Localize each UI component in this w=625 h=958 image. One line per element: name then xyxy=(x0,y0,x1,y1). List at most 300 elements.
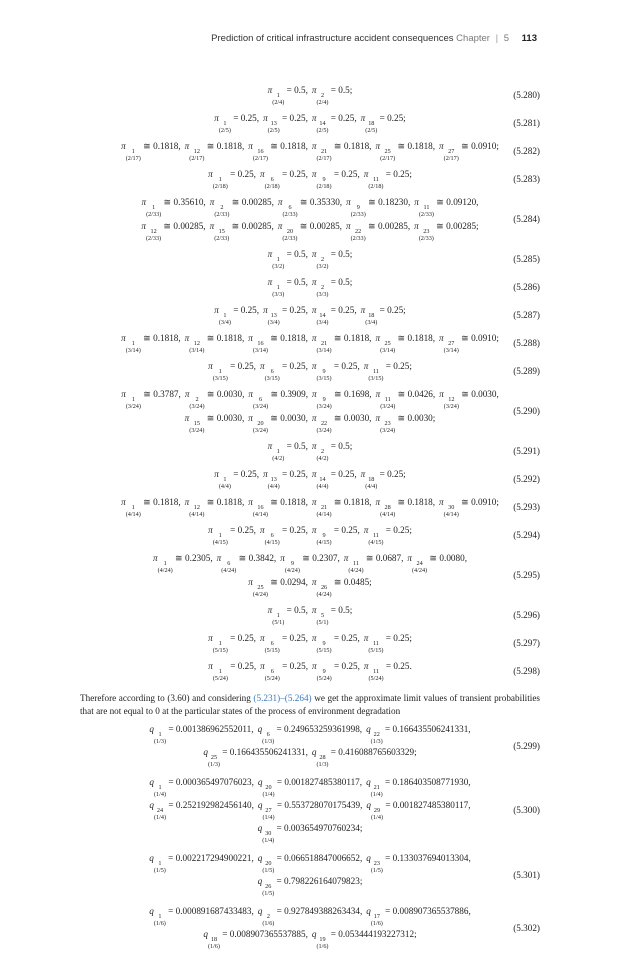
equation-term xyxy=(364,524,412,546)
probability-symbol: π xyxy=(248,389,254,399)
symbol-indices xyxy=(213,641,228,654)
probability-symbol: q xyxy=(149,853,154,863)
symbol-indices xyxy=(419,205,434,218)
relation-sign: ≅ xyxy=(458,497,472,507)
state-subscript: (2/33) xyxy=(146,210,162,218)
chapter-label: Chapter xyxy=(456,33,490,44)
term-separator: , xyxy=(369,141,372,151)
symbol-indices xyxy=(154,861,166,874)
probability-symbol: q xyxy=(366,724,371,734)
state-superscript: 27 xyxy=(448,148,455,155)
equation-line xyxy=(119,332,501,354)
probability-symbol: π xyxy=(153,553,158,563)
state-superscript: 11 xyxy=(372,368,379,375)
term-separator: , xyxy=(305,605,308,615)
symbol-indices xyxy=(253,585,268,598)
probability-value: 0.00285 xyxy=(241,197,272,207)
state-subscript: (4/14) xyxy=(125,510,141,518)
probability-symbol: π xyxy=(121,497,126,507)
equation-line xyxy=(206,524,414,546)
probability-symbol: q xyxy=(257,876,263,886)
probability-symbol: π xyxy=(184,141,190,151)
relation-sign: = xyxy=(328,441,339,451)
state-subscript: (2/33) xyxy=(418,234,434,242)
symbol-indices xyxy=(380,149,395,162)
equation-term xyxy=(439,332,499,354)
equation-line xyxy=(266,440,355,462)
probability-value: 0.5 xyxy=(338,85,350,95)
equation xyxy=(80,360,540,382)
state-subscript: (2/33) xyxy=(350,210,366,218)
probability-symbol: q xyxy=(149,906,154,916)
equation-term xyxy=(121,332,181,354)
state-superscript: 22 xyxy=(355,228,362,235)
probability-value: 0.1818 xyxy=(343,141,370,151)
q-equations-block xyxy=(80,723,540,950)
symbol-indices xyxy=(146,229,161,242)
equation-number: (5.288) xyxy=(513,338,540,348)
probability-symbol: q xyxy=(366,853,371,863)
term-separator: ; xyxy=(403,469,406,479)
term-separator: , xyxy=(369,497,372,507)
probability-value: 0.1818 xyxy=(216,497,242,507)
paragraph-text-before: Therefore according to (3.60) and considering xyxy=(80,693,254,703)
equation-term xyxy=(208,168,256,190)
equation-body xyxy=(212,112,407,134)
probability-symbol: π xyxy=(311,441,317,451)
equation-body xyxy=(139,196,480,242)
state-superscript: 1 xyxy=(163,560,167,567)
state-superscript: 1 xyxy=(223,476,227,483)
term-separator: ; xyxy=(414,747,417,757)
probability-symbol: π xyxy=(363,661,369,671)
equation-line xyxy=(147,875,473,897)
probability-symbol: π xyxy=(312,389,317,399)
relation-sign: = xyxy=(328,113,339,123)
relation-sign: = xyxy=(328,277,339,287)
probability-symbol: π xyxy=(414,197,419,207)
probability-value: 0.1818 xyxy=(153,141,179,151)
term-separator: , xyxy=(432,333,436,343)
term-separator: , xyxy=(401,553,404,563)
probability-value: 0.25 xyxy=(289,661,306,671)
term-separator: , xyxy=(464,553,467,563)
relation-sign: ≅ xyxy=(204,389,217,399)
probability-value: 0.25 xyxy=(387,113,404,123)
state-subscript: (1/6) xyxy=(316,942,329,950)
symbol-indices xyxy=(380,505,395,518)
probability-symbol: π xyxy=(363,633,369,643)
equation-term xyxy=(263,112,308,134)
probability-symbol: π xyxy=(375,141,381,151)
equation-term xyxy=(361,304,406,326)
symbol-indices xyxy=(316,149,331,162)
symbol-indices xyxy=(253,397,268,410)
state-superscript: 9 xyxy=(322,368,326,375)
equation-line xyxy=(206,360,414,382)
equation-line xyxy=(139,220,480,242)
relation-sign: = xyxy=(279,661,290,671)
state-superscript: 30 xyxy=(448,504,455,511)
relation-sign: = xyxy=(274,724,284,734)
equation-term xyxy=(121,496,181,518)
symbol-indices xyxy=(365,121,377,134)
equation-term xyxy=(268,440,308,462)
state-superscript: 1 xyxy=(131,504,135,511)
relation-sign: ≅ xyxy=(140,141,154,151)
equation-term xyxy=(258,905,363,927)
equation-line xyxy=(147,746,472,768)
equation-line xyxy=(266,604,355,626)
equation-term xyxy=(142,196,206,218)
symbol-indices xyxy=(158,561,173,574)
relation-sign: = xyxy=(383,633,394,643)
relation-sign: = xyxy=(383,800,393,810)
equation-term xyxy=(258,875,363,897)
state-subscript: (2/17) xyxy=(443,154,459,162)
probability-symbol: π xyxy=(375,413,381,423)
symbol-indices xyxy=(348,561,363,574)
state-superscript: 25 xyxy=(384,340,391,347)
term-separator: , xyxy=(432,389,436,399)
probability-symbol: π xyxy=(121,389,126,399)
probability-symbol: π xyxy=(121,333,126,343)
probability-value: 0.186403508771930 xyxy=(392,777,469,787)
term-separator: . xyxy=(409,661,412,671)
state-subscript: (2/33) xyxy=(350,234,366,242)
relation-sign: ≅ xyxy=(229,221,242,231)
equation xyxy=(80,552,540,598)
state-superscript: 1 xyxy=(218,668,222,675)
equation-term xyxy=(248,576,308,598)
equation-term xyxy=(375,332,435,354)
state-superscript: 2 xyxy=(220,204,224,211)
probability-value: 0.25 xyxy=(338,305,355,315)
term-separator: , xyxy=(359,777,363,787)
equation-term xyxy=(439,496,499,518)
equation-term xyxy=(185,332,245,354)
term-separator: ; xyxy=(476,221,479,231)
relation-sign: = xyxy=(274,876,285,886)
term-separator: ; xyxy=(349,249,353,259)
equation xyxy=(80,905,540,950)
term-separator: , xyxy=(251,777,254,787)
term-separator: , xyxy=(354,113,357,123)
equation-line xyxy=(147,723,472,745)
state-subscript: (3/3) xyxy=(272,290,285,298)
term-separator: , xyxy=(359,853,363,863)
equation-term xyxy=(366,776,471,798)
relation-sign: ≅ xyxy=(331,497,344,507)
symbol-indices xyxy=(265,669,280,682)
equation-term xyxy=(268,604,308,626)
term-separator: , xyxy=(253,169,256,179)
probability-symbol: π xyxy=(208,361,213,371)
symbol-indices xyxy=(126,397,141,410)
state-subscript: (3/4) xyxy=(218,318,231,326)
state-superscript: 1 xyxy=(276,448,280,455)
term-separator: ; xyxy=(414,929,417,939)
equation-term xyxy=(366,852,471,874)
equation-line xyxy=(206,168,414,190)
symbol-indices xyxy=(316,177,331,190)
term-separator: , xyxy=(253,525,256,535)
equation-term xyxy=(312,140,372,162)
term-separator: , xyxy=(305,141,308,151)
term-separator: , xyxy=(305,469,308,479)
probability-value: 0.1818 xyxy=(343,497,370,507)
state-superscript: 11 xyxy=(372,532,379,539)
term-separator: ; xyxy=(403,305,406,315)
symbol-indices xyxy=(316,313,328,326)
probability-value: 0.25 xyxy=(240,469,257,479)
symbol-indices xyxy=(371,732,383,745)
probability-value: 0.1818 xyxy=(216,141,242,151)
probability-symbol: π xyxy=(209,197,215,207)
symbol-indices xyxy=(213,177,228,190)
state-superscript: 1 xyxy=(218,176,222,183)
probability-symbol: π xyxy=(259,169,265,179)
equation-term xyxy=(312,248,352,270)
equation-number: (5.298) xyxy=(513,666,540,676)
equation-term xyxy=(208,360,256,382)
probability-value: 0.416088765603329 xyxy=(338,747,415,757)
symbol-indices xyxy=(316,641,331,654)
symbol-indices xyxy=(351,205,366,218)
probability-value: 0.1818 xyxy=(343,333,370,343)
relation-sign: ≅ xyxy=(161,197,174,207)
state-subscript: (3/15) xyxy=(368,374,384,382)
equation-number: (5.301) xyxy=(513,869,540,880)
state-superscript: 1 xyxy=(131,396,135,403)
equation-term xyxy=(407,552,467,574)
state-subscript: (2/17) xyxy=(380,154,396,162)
relation-sign: ≅ xyxy=(140,497,154,507)
symbol-indices xyxy=(253,149,268,162)
probability-symbol: π xyxy=(214,113,219,123)
probability-value: 0.0426 xyxy=(407,389,433,399)
probability-symbol: π xyxy=(311,277,317,287)
state-superscript: 16 xyxy=(257,504,264,511)
equation-term xyxy=(364,168,412,190)
probability-value: 0.1818 xyxy=(216,333,242,343)
equation-term xyxy=(185,496,245,518)
state-superscript: 24 xyxy=(416,560,423,567)
symbol-indices xyxy=(154,914,166,927)
state-subscript: (2/17) xyxy=(189,154,205,162)
relation-sign: = xyxy=(279,169,290,179)
relation-sign: ≅ xyxy=(204,497,217,507)
state-superscript: 6 xyxy=(227,560,231,567)
term-separator: , xyxy=(354,469,357,479)
probability-symbol: π xyxy=(311,605,317,615)
equation xyxy=(80,140,540,162)
relation-sign: ≅ xyxy=(268,389,281,399)
relation-sign: = xyxy=(383,169,394,179)
state-superscript: 23 xyxy=(423,228,430,235)
probability-symbol: π xyxy=(267,441,273,451)
state-subscript: (1/5) xyxy=(262,866,275,874)
state-subscript: (1/4) xyxy=(154,813,167,821)
term-separator: , xyxy=(305,661,308,671)
relation-sign: = xyxy=(284,85,295,95)
relation-sign: = xyxy=(227,361,238,371)
relation-sign: ≅ xyxy=(427,553,440,563)
equation-range-link[interactable]: (5.231)–(5.264) xyxy=(253,693,312,703)
state-superscript: 9 xyxy=(322,640,326,647)
probability-symbol: q xyxy=(257,777,263,787)
equation-term xyxy=(203,746,308,768)
term-separator: , xyxy=(305,389,308,399)
equation-line xyxy=(147,776,472,798)
state-subscript: (2/18) xyxy=(368,182,384,190)
probability-value: 0.25 xyxy=(341,633,358,643)
probability-symbol: π xyxy=(259,361,265,371)
relation-sign: = xyxy=(166,724,176,734)
state-superscript: 13 xyxy=(270,476,277,483)
relation-sign: ≅ xyxy=(434,197,447,207)
term-separator: , xyxy=(305,249,308,259)
probability-value: 0.0910 xyxy=(471,333,497,343)
probability-value: 0.25 xyxy=(341,169,358,179)
equation-term xyxy=(149,723,253,745)
state-superscript: 30 xyxy=(265,830,272,837)
symbol-indices xyxy=(368,533,383,546)
relation-sign: = xyxy=(328,85,339,95)
equation-term xyxy=(364,360,412,382)
symbol-indices xyxy=(368,177,383,190)
equation-term xyxy=(248,332,308,354)
term-separator: , xyxy=(360,800,363,810)
relation-sign: ≅ xyxy=(268,413,281,423)
state-superscript: 1 xyxy=(131,340,135,347)
equation-term xyxy=(280,552,340,574)
symbol-indices xyxy=(368,641,383,654)
term-separator: , xyxy=(305,413,308,423)
symbol-indices xyxy=(371,861,383,874)
state-superscript: 18 xyxy=(210,936,218,943)
state-subscript: (1/4) xyxy=(262,813,275,821)
probability-symbol: q xyxy=(366,906,371,916)
state-superscript: 1 xyxy=(158,913,162,920)
term-separator: , xyxy=(210,553,213,563)
probability-symbol: π xyxy=(311,413,317,423)
probability-value: 0.1818 xyxy=(407,497,433,507)
equation xyxy=(80,496,540,518)
equation-number: (5.284) xyxy=(513,214,540,224)
state-subscript: (4/14) xyxy=(189,510,205,518)
equation-term xyxy=(214,112,259,134)
probability-symbol: π xyxy=(184,413,190,423)
probability-symbol: q xyxy=(257,800,263,810)
term-separator: , xyxy=(305,361,308,371)
term-separator: ; xyxy=(349,277,353,287)
probability-value: 0.066518847006652 xyxy=(284,853,360,863)
state-subscript: (5/15) xyxy=(316,646,332,654)
term-separator: ; xyxy=(409,361,412,371)
equation-term xyxy=(121,140,181,162)
probability-symbol: π xyxy=(209,221,215,231)
symbol-indices xyxy=(219,313,231,326)
state-superscript: 21 xyxy=(320,504,328,511)
state-superscript: 6 xyxy=(288,204,292,211)
state-subscript: (4/15) xyxy=(264,538,280,546)
equation-number: (5.295) xyxy=(513,570,540,580)
probability-symbol: q xyxy=(366,777,371,787)
relation-sign: = xyxy=(227,633,238,643)
equation-term xyxy=(258,852,363,874)
state-subscript: (4/4) xyxy=(365,482,378,490)
equation-term xyxy=(210,196,274,218)
paragraph-text-after: we get the approximate limit values of transient probabilities that are not equal to 0 at the particular states of the process of environment degradation xyxy=(80,693,540,716)
term-separator: ; xyxy=(369,577,372,587)
probability-value: 0.00285 xyxy=(241,221,272,231)
state-superscript: 22 xyxy=(373,731,380,738)
state-superscript: 29 xyxy=(373,807,381,814)
pi-equations-block xyxy=(80,84,540,682)
state-subscript: (3/24) xyxy=(443,402,459,410)
term-separator: , xyxy=(357,169,360,179)
probability-value: 0.5 xyxy=(338,441,350,451)
state-subscript: (1/6) xyxy=(153,919,166,927)
equation-term xyxy=(312,304,357,326)
state-subscript: (3/24) xyxy=(252,426,268,434)
state-superscript: 12 xyxy=(193,504,200,511)
page-content xyxy=(80,84,540,958)
state-superscript: 13 xyxy=(270,120,277,127)
page-number: 113 xyxy=(521,33,537,44)
term-separator: ; xyxy=(359,823,363,833)
term-separator: ; xyxy=(359,876,363,886)
probability-value: 0.25 xyxy=(289,361,306,371)
state-superscript: 2 xyxy=(195,396,199,403)
probability-value: 0.00285 xyxy=(309,221,340,231)
equation-line xyxy=(147,852,473,874)
probability-symbol: q xyxy=(149,800,154,810)
term-separator: , xyxy=(305,497,308,507)
state-subscript: (4/2) xyxy=(316,454,329,462)
equation-term xyxy=(312,496,372,518)
equation-term xyxy=(203,928,308,950)
equation-line xyxy=(119,412,501,434)
equation xyxy=(80,276,540,298)
state-superscript: 26 xyxy=(265,883,272,890)
equation-body xyxy=(119,496,501,518)
state-superscript: 1 xyxy=(158,731,162,738)
probability-symbol: π xyxy=(311,249,317,259)
equation xyxy=(80,660,540,682)
state-subscript: (3/4) xyxy=(316,318,329,326)
probability-value: 0.927849388263434 xyxy=(284,906,360,916)
probability-symbol: q xyxy=(311,747,317,757)
equation-line xyxy=(206,660,414,682)
probability-value: 0.5 xyxy=(338,605,350,615)
equation-body xyxy=(266,604,355,626)
term-separator: , xyxy=(305,113,308,123)
symbol-indices xyxy=(219,477,231,490)
probability-symbol: π xyxy=(311,113,317,123)
probability-value: 0.001827485380117 xyxy=(392,800,469,810)
relation-sign: ≅ xyxy=(365,197,379,207)
term-separator: ; xyxy=(432,413,436,423)
probability-symbol: q xyxy=(149,777,154,787)
probability-symbol: q xyxy=(203,747,208,757)
state-subscript: (5/15) xyxy=(368,646,384,654)
probability-value: 0.252192982456140 xyxy=(175,800,252,810)
state-subscript: (2/33) xyxy=(214,234,230,242)
state-superscript: 9 xyxy=(290,560,294,567)
state-subscript: (5/24) xyxy=(368,674,384,682)
